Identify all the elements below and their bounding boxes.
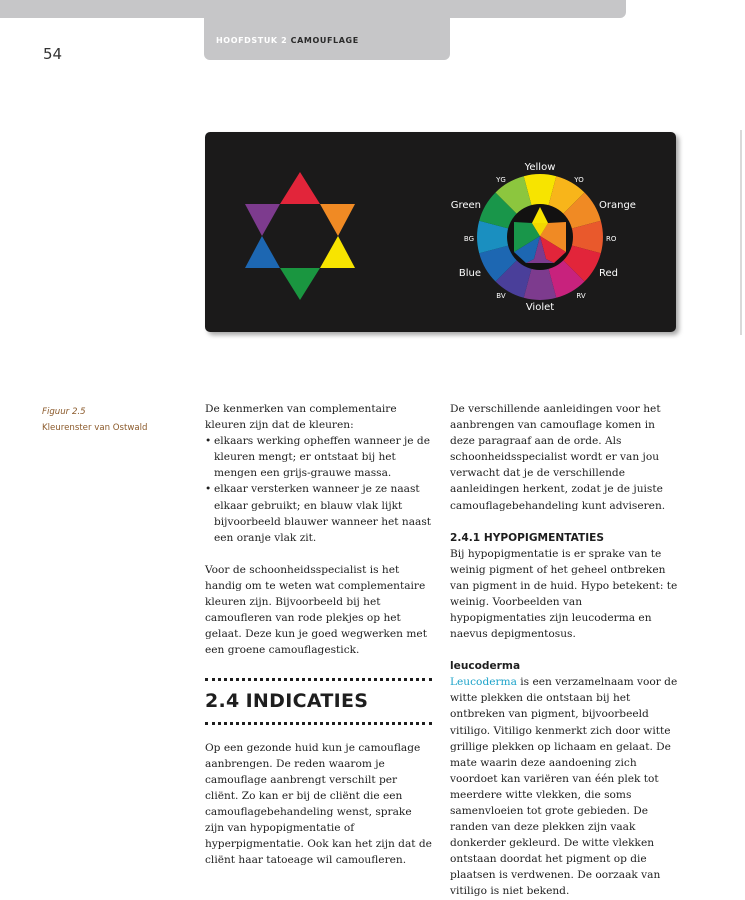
paragraph-spacer bbox=[205, 546, 433, 562]
section-heading bbox=[205, 690, 433, 713]
label-green: Green bbox=[450, 200, 481, 211]
complementary-list bbox=[205, 433, 433, 546]
chapter-prefix: HOOFDSTUK 2 bbox=[216, 36, 288, 45]
section-number: 2.4 bbox=[205, 690, 240, 713]
page-number: 54 bbox=[43, 45, 63, 63]
complementary-intro: De kenmerken van complementaire kleuren zijn dat de kleuren: bbox=[205, 403, 397, 432]
label-bg: BG bbox=[463, 235, 474, 243]
subheading-leucoderma: leucoderma bbox=[450, 660, 521, 673]
ostwald-star-and-wheel bbox=[205, 132, 676, 332]
label-rv: RV bbox=[576, 292, 586, 300]
top-header-bar bbox=[0, 0, 626, 18]
dotted-divider-top bbox=[205, 678, 432, 681]
star-blue-triangle bbox=[245, 236, 280, 268]
label-yg: YG bbox=[496, 176, 506, 184]
figure-number: Figuur 2.5 bbox=[42, 407, 86, 417]
label-bv: BV bbox=[496, 292, 506, 300]
chapter-tab bbox=[204, 17, 450, 60]
page-edge-line bbox=[740, 130, 742, 335]
text-column-left bbox=[205, 401, 433, 868]
color-figure bbox=[205, 132, 676, 332]
subsection-heading: 2.4.1 HYPOPIGMENTATIES bbox=[450, 531, 605, 544]
star-red-triangle bbox=[280, 172, 320, 204]
label-orange: Orange bbox=[599, 200, 636, 211]
figure-caption bbox=[42, 404, 148, 436]
label-yellow: Yellow bbox=[524, 162, 556, 173]
label-violet: Violet bbox=[525, 302, 555, 313]
body-paragraph: Op een gezonde huid kun je camouflage aanbrengen. De reden waarom je camouflage aanbrengt verschilt per cliënt. Zo kan er bij de cliënt die een camouflagebehandeling wenst, sprake zijn van hypopigmentatie of hyperpigmentatie. Ook kan het zijn dat de cliënt haar tatoeage wil camoufleren. bbox=[205, 741, 432, 867]
label-yo: YO bbox=[574, 176, 584, 184]
leucoderma-description: is een verzamelnaam voor de witte plekken die ontstaan bij het ontbreken van pigment, bijvoorbeeld vitiligo. Vitiligo kenmerkt zich door witte grillige plekken op lichaam en gelaat. De mate waarin deze aandoening zich voordoet kan variëren van één plek tot meerdere witte vlekken, die soms samenvloeien tot grote gebieden. De randen van deze plekken zijn vaak donkerder gekleurd. De witte vlekken ontstaan doordat het pigment op die plaatsen is verdwenen. De oorzaak van vitiligo is niet bekend. bbox=[450, 676, 678, 898]
list-item: • elkaars werking opheffen wanneer je de kleuren mengt; er ontstaat bij het mengen een grijs-grauwe massa. bbox=[205, 433, 433, 481]
body-paragraph: De verschillende aanleidingen voor het aanbrengen van camouflage komen in deze paragraaf aan de orde. Als schoonheidsspecialist wordt er van jou verwacht dat je de verschillende aanleidingen herkent, zodat je de juiste camouflagebehandeling kunt adviseren. bbox=[450, 403, 666, 512]
color-star bbox=[245, 172, 355, 300]
star-yellow-triangle bbox=[320, 236, 355, 268]
list-item: • elkaar versterken wanneer je ze naast elkaar gebruikt; en blauw vlak lijkt bijvoorbeeld blauwer wanneer het naast een oranje vlak zit. bbox=[205, 481, 433, 545]
text-column-right bbox=[450, 401, 678, 900]
color-wheel bbox=[477, 174, 603, 300]
paragraph-spacer bbox=[450, 514, 678, 530]
star-violet-triangle bbox=[245, 204, 280, 236]
body-paragraph bbox=[450, 674, 678, 899]
star-orange-triangle bbox=[320, 204, 355, 236]
body-paragraph: Bij hypopigmentatie is er sprake van te weinig pigment of het geheel ontbreken van pigment in de huid. Hypo betekent: te weinig. Voorbeelden van hypopigmentaties zijn leucoderma en naevus depigmentosus. bbox=[450, 547, 678, 641]
figure-caption-text: Kleurenster van Ostwald bbox=[42, 423, 148, 433]
body-paragraph: Voor de schoonheidsspecialist is het handig om te weten wat complementaire kleuren zijn. Bijvoorbeeld bij het camoufleren van rode plekjes op het gelaat. Deze kun je goed wegwerken met een groene camouflagestick. bbox=[205, 563, 427, 657]
chapter-title: CAMOUFLAGE bbox=[290, 36, 359, 45]
chapter-label bbox=[216, 36, 359, 45]
label-blue: Blue bbox=[458, 268, 481, 279]
section-title: INDICATIES bbox=[245, 690, 369, 713]
label-red: Red bbox=[599, 268, 618, 279]
label-ro: RO bbox=[606, 235, 617, 243]
star-green-triangle bbox=[280, 268, 320, 300]
term-leucoderma: Leucoderma bbox=[450, 676, 517, 689]
